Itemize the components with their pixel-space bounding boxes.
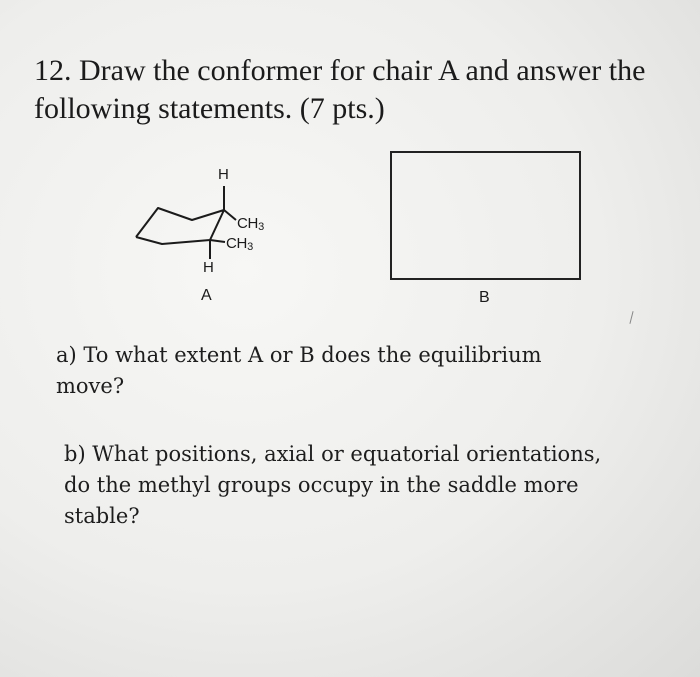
lower-methyl-label: $CH_3$ [226,235,253,253]
box-b-label: B [479,289,490,306]
bottom-hydrogen-label: H [203,259,214,276]
chair-ring [136,208,224,244]
part-a-line-1: a) To what extent A or B does the equilibrium [56,343,542,367]
part-a-question [56,340,616,402]
part-b-line-1: b) What positions, axial or equatorial orientations, [64,442,602,466]
chair-a-label: A [201,287,212,304]
part-a-line-2: move? [56,374,125,398]
top-hydrogen-label: H [218,166,229,183]
part-b-line-2: do the methyl groups occupy in the saddle more [64,473,579,497]
question-line-1: 12. Draw the conformer for chair A and answer the [34,54,646,87]
part-b-question [64,439,664,532]
question-line-2: following statements. (7 pts.) [34,92,385,125]
bond-lower-ch3 [210,240,225,242]
part-b-line-3: stable? [64,504,140,528]
drawing-box-b [390,151,581,280]
question-heading [34,52,694,128]
bond-upper-ch3 [224,210,236,220]
stray-pen-mark [629,311,633,324]
upper-methyl-label: $CH_3$ [237,215,264,233]
